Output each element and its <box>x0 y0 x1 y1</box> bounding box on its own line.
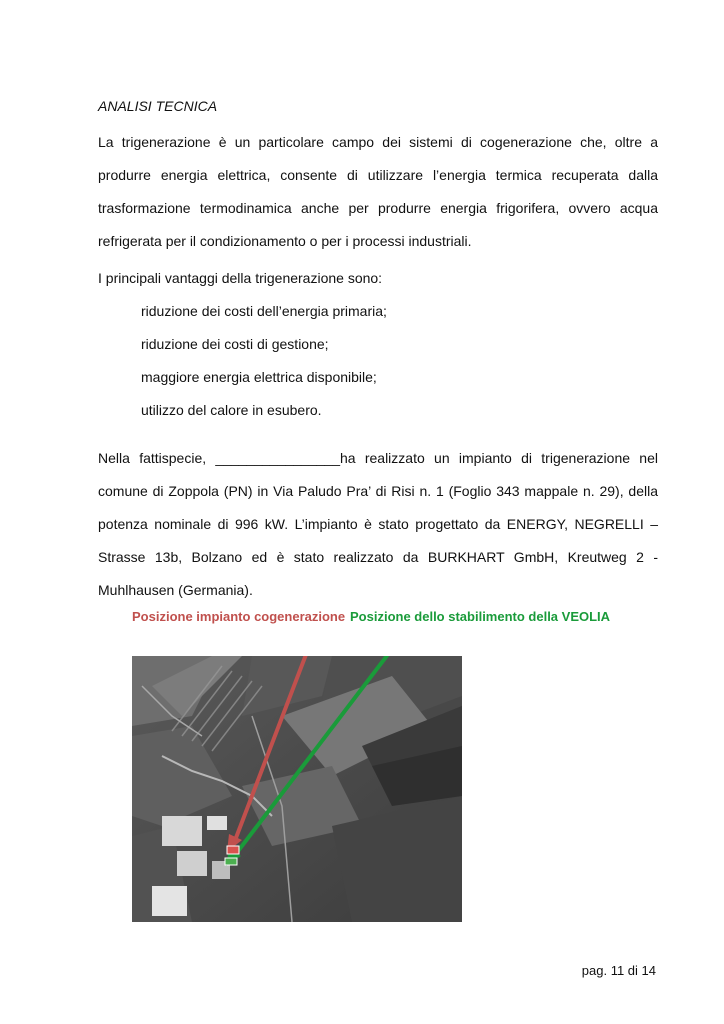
page-number: pag. 11 di 14 <box>581 963 656 978</box>
paragraph-trigeneration: La trigenerazione è un particolare campo dei sistemi di cogenerazione che, oltre a produrre energia elettrica, consente di utilizzare l’energia termica recuperata dalla trasformazione termodinamica anche per produrre energia frigorifera, ovvero acqua refrigerata per il condizionamento o per i processi industriali. <box>98 134 658 249</box>
aerial-photo <box>132 656 462 922</box>
list-item: maggiore energia elettrica disponibile; <box>141 369 377 385</box>
paragraph-advantages-intro: I principali vantaggi della trigenerazione sono: <box>98 270 383 286</box>
paragraph-plant-description: Nella fattispecie, ________________ha realizzato un impianto di trigenerazione nel comune di Zoppola (PN) in Via Paludo Pra’ di Risi n. 1 (Foglio 343 mappale n. 29), della potenza nominale di 996 kW. L’impianto è stato progettato da ENERGY, NEGRELLI – Strasse 13b, Bolzano ed è stato realizzato da BURKHART GmbH, Kreutweg 2 - Muhlhausen (Germania). <box>98 450 658 598</box>
advantages-list <box>141 295 387 427</box>
label-veolia-position: Posizione dello stabilimento della VEOLIA <box>350 609 611 624</box>
list-item: utilizzo del calore in esubero. <box>141 402 322 418</box>
list-item: riduzione dei costi dell’energia primaria; <box>141 303 387 319</box>
list-item: riduzione dei costi di gestione; <box>141 336 329 352</box>
label-cogeneration-position: Posizione impianto cogenerazione <box>132 609 346 624</box>
section-heading: ANALISI TECNICA <box>98 98 218 114</box>
aerial-figure <box>132 605 612 923</box>
